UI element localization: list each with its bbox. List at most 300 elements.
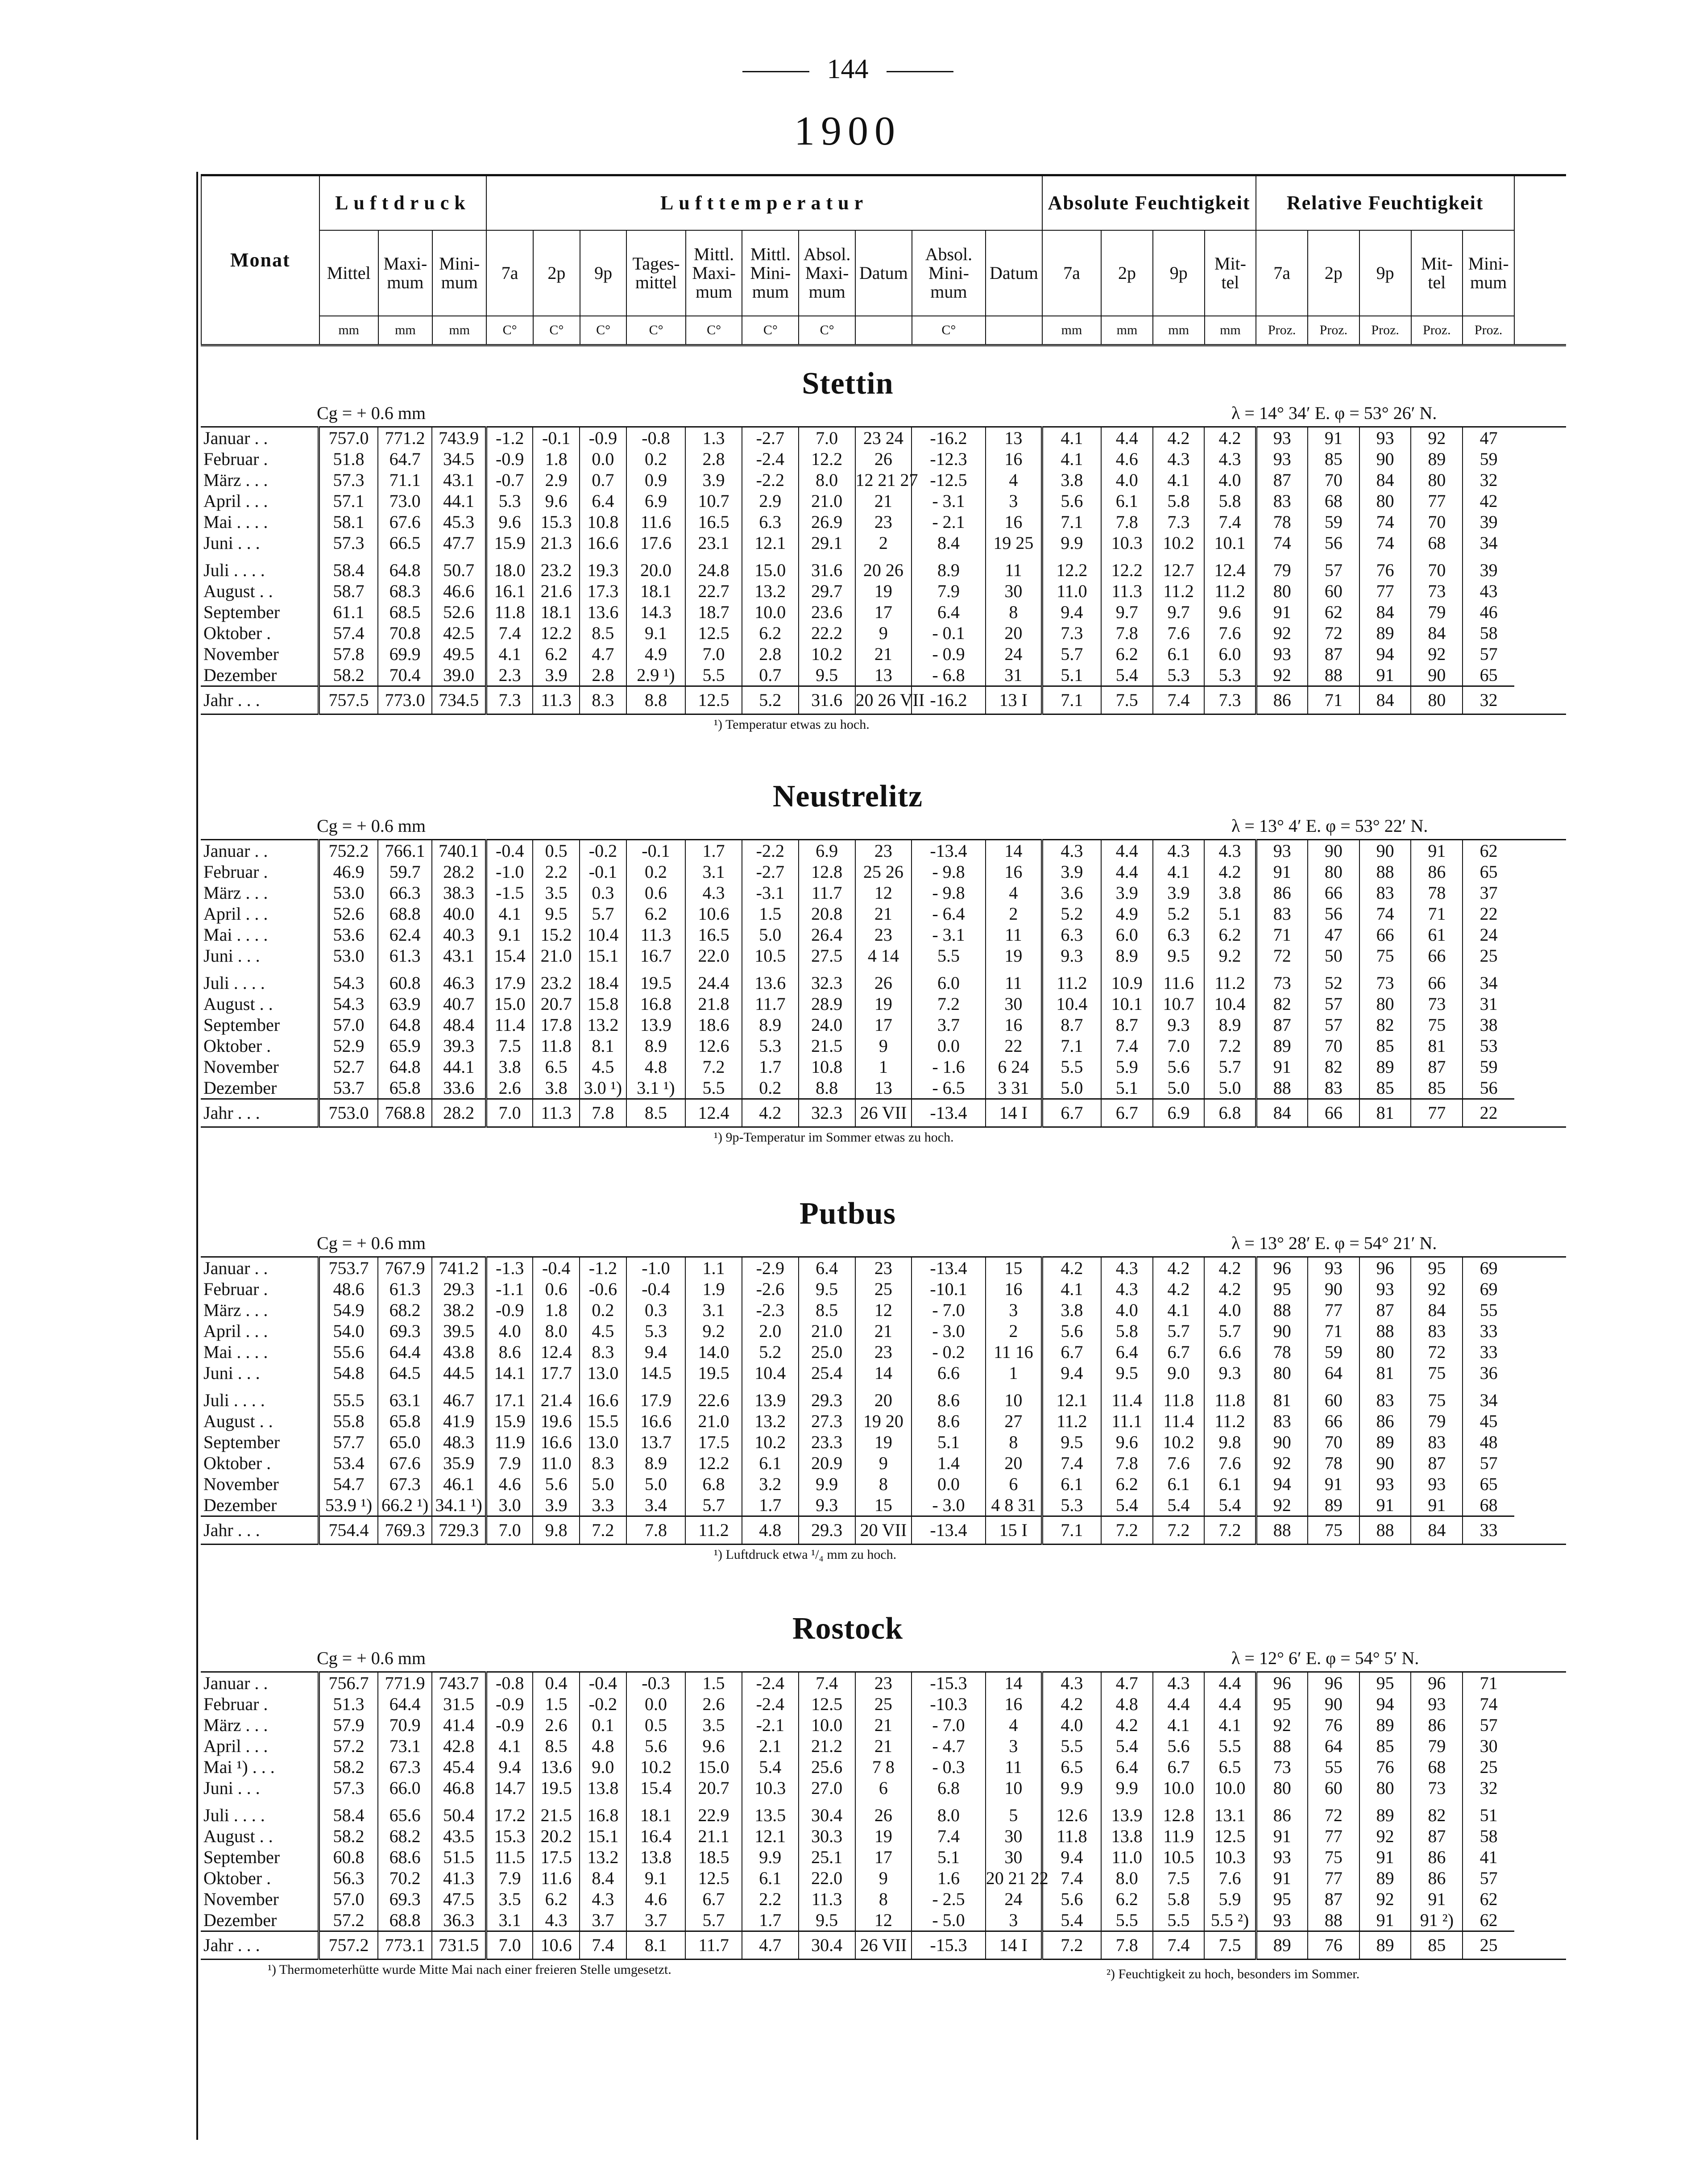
cell: 15.4 [626,1777,685,1798]
cell: 85 [1359,1736,1411,1756]
cell: 31.6 [799,553,855,581]
cell: 70 [1308,1432,1359,1453]
cell: 22.2 [799,623,855,644]
cell: 56 [1463,1077,1514,1099]
cell: 10.8 [580,511,626,532]
cell: 5.6 [1042,490,1101,511]
cell: - 7.0 [912,1300,985,1320]
cell: - 6.8 [912,664,985,686]
header-unit-1: mm [378,316,432,345]
cell: 6.4 [1101,1756,1153,1777]
header-col-10: Datum [855,230,912,316]
header-unit-10 [855,316,912,345]
cell: 752.2 [319,840,378,862]
cell: 3.4 [626,1495,685,1516]
cell: 88 [1256,1736,1308,1756]
cell: 9.5 [1153,945,1205,966]
cell: 25 [855,1694,912,1715]
cell: 40.7 [432,993,486,1014]
cell: 39.3 [432,1035,486,1056]
cell: 6.2 [533,644,580,664]
cell: 3.7 [580,1910,626,1931]
cell: 3.8 [533,1077,580,1099]
cell: 12.1 [1042,1383,1101,1411]
cell: 41.4 [432,1715,486,1736]
cell: 88 [1256,1077,1308,1099]
cell: 96 [1308,1672,1359,1694]
cell: 18.4 [580,966,626,993]
cell: 57.3 [319,532,378,553]
cell: 6.7 [1042,1099,1101,1127]
cell: 46.3 [432,966,486,993]
cell: 6.3 [742,511,799,532]
cell: 9.1 [626,623,685,644]
cell: 3.2 [742,1474,799,1495]
cell: 12.6 [1042,1798,1101,1826]
cell: 77 [1359,581,1411,602]
cell: 58.2 [319,1756,378,1777]
header-unit-7: C° [686,316,742,345]
cell: 85 [1411,1077,1463,1099]
cell: 2.1 [742,1736,799,1756]
cell: 13.8 [626,1847,685,1868]
cell: 9.3 [799,1495,855,1516]
header-unit-8: C° [742,316,799,345]
cell: 57.4 [319,623,378,644]
cell: 70.8 [378,623,432,644]
cell: 22 [986,1035,1042,1056]
cell: 57.2 [319,1736,378,1756]
cell: 25 [1463,1931,1514,1960]
cell: 80 [1359,1341,1411,1362]
cell: 86 [1256,1798,1308,1826]
cell: 6.7 [1153,1341,1205,1362]
month-label: August . . [203,1826,273,1846]
cell: 5.7 [1153,1320,1205,1341]
cell: 15.0 [486,993,533,1014]
cell: 4.6 [1101,448,1153,469]
cell: 11.3 [533,686,580,714]
cell: 71 [1308,1320,1359,1341]
cell: 15.2 [533,924,580,945]
cell: 8.4 [580,1868,626,1889]
cell: 93 [1256,1847,1308,1868]
cell: 85 [1359,1035,1411,1056]
cell: 91 [1359,1495,1411,1516]
cell: 9.0 [580,1756,626,1777]
cell: 4 14 [855,945,912,966]
cell: 26 VII [855,1099,912,1127]
cell: 4.3 [1204,448,1256,469]
cell: 6.0 [1204,644,1256,664]
cell: 83 [1359,882,1411,903]
cell: 48.3 [432,1432,486,1453]
cell: 13 [986,427,1042,449]
cell: 73 [1411,581,1463,602]
table-row [201,1383,1566,1411]
cell: 16.6 [533,1432,580,1453]
cell: 2.6 [486,1077,533,1099]
cell: 15.9 [486,532,533,553]
cell: 54.0 [319,1320,378,1341]
cell: 5.4 [1101,1736,1153,1756]
cell: 68.5 [378,602,432,623]
cell: 56 [1308,532,1359,553]
cell: -1.0 [486,861,533,882]
cell: 11.2 [1042,1411,1101,1432]
cell: 5.4 [1042,1910,1101,1931]
cell: 47.5 [432,1889,486,1910]
cell: 52.9 [319,1035,378,1056]
cell: 68 [1463,1495,1514,1516]
cell: 87 [1411,1453,1463,1474]
cell: 2.8 [742,644,799,664]
cell: 32.3 [799,966,855,993]
cell: 11.3 [626,924,685,945]
cell: 9.6 [486,511,533,532]
cell: 22.7 [685,581,742,602]
cell: 12.4 [685,1099,742,1127]
cell: 85 [1411,1931,1463,1960]
month-label: August . . [203,1411,273,1431]
cell: 87 [1256,1014,1308,1035]
cell: 10.6 [533,1931,580,1960]
cell: 11.0 [1042,581,1101,602]
cell: 15.0 [685,1756,742,1777]
station-coord-0: λ = 14° 34′ E. φ = 53° 26′ N. [1231,403,1437,423]
cell: 95 [1359,1672,1411,1694]
cell: 15.3 [533,511,580,532]
cell: 91 [1256,1868,1308,1889]
cell: 5.5 [912,945,985,966]
cell: 70.2 [378,1868,432,1889]
header-relative-feuchtigkeit: Relative Feuchtigkeit [1256,175,1514,231]
cell: 14.1 [486,1362,533,1383]
cell: 7.1 [1042,1035,1101,1056]
cell: 47 [1308,924,1359,945]
header-unit-12 [986,316,1042,345]
cell: 0.1 [580,1715,626,1736]
cell: 6.9 [626,490,685,511]
cell: 57 [1463,1453,1514,1474]
cell: 88 [1308,1910,1359,1931]
cell: 2.0 [742,1320,799,1341]
cell: 30 [986,1847,1042,1868]
month-label: Juni . . . [203,1778,260,1798]
cell: 11.0 [533,1453,580,1474]
month-label: Mai . . . . [203,925,268,945]
cell: 8.0 [533,1320,580,1341]
cell: 31.6 [799,686,855,714]
cell: 62.4 [378,924,432,945]
cell: 64.7 [378,448,432,469]
cell: 6.1 [1101,490,1153,511]
cell: - 6.4 [912,903,985,924]
cell: 4.3 [1042,840,1101,862]
cell: 7.5 [1204,1931,1256,1960]
cell: 63.1 [378,1383,432,1411]
cell: 36.3 [432,1910,486,1931]
table-row [201,882,1566,903]
cell: 7.4 [1153,1931,1205,1960]
cell: 53.0 [319,882,378,903]
cell: 5.1 [1101,1077,1153,1099]
cell: - 6.5 [912,1077,985,1099]
cell: 6 [986,1474,1042,1495]
cell: 76 [1308,1715,1359,1736]
cell: 16 [986,1279,1042,1300]
cell: 83 [1308,1077,1359,1099]
cell: 60.8 [319,1847,378,1868]
cell: 27 [986,1411,1042,1432]
cell: 83 [1411,1320,1463,1341]
cell: 18.7 [685,602,742,623]
cell: 5.2 [742,686,799,714]
cell: 13.9 [626,1014,685,1035]
cell: 64.4 [378,1694,432,1715]
month-label: Juni . . . [203,946,260,966]
cell: 26 [855,1798,912,1826]
cell: 766.1 [378,840,432,862]
cell: 81 [1411,1035,1463,1056]
cell: 741.2 [432,1257,486,1279]
cell: 73.0 [378,490,432,511]
cell: 45.4 [432,1756,486,1777]
cell: 6.4 [799,1257,855,1279]
cell: 29.3 [799,1383,855,1411]
cell: 66 [1308,882,1359,903]
cell: 1.6 [912,1868,985,1889]
cell: 73 [1411,993,1463,1014]
cell: 6.7 [1101,1099,1153,1127]
cell: 53.7 [319,1077,378,1099]
cell: 17.7 [533,1362,580,1383]
table-row [201,1077,1566,1099]
cell: 1.7 [742,1910,799,1931]
cell: 7.8 [1101,623,1153,644]
cell: 55.5 [319,1383,378,1411]
cell: 18.6 [685,1014,742,1035]
header-unit-21: Proz. [1463,316,1514,345]
cell: 83 [1359,1383,1411,1411]
header-col-18: 2p [1308,230,1359,316]
cell: 3 [986,1300,1042,1320]
cell: 11.2 [1204,966,1256,993]
cell: 23.3 [799,1432,855,1453]
table-row [201,553,1566,581]
cell: 5.0 [626,1474,685,1495]
cell: 57 [1308,553,1359,581]
cell: 81 [1256,1383,1308,1411]
cell: -15.3 [912,1931,985,1960]
station-cg-0: Cg = + 0.6 mm [317,403,426,423]
cell: 9.7 [1101,602,1153,623]
cell: 12.8 [799,861,855,882]
cell: 3.7 [626,1910,685,1931]
cell: -13.4 [912,1257,985,1279]
cell: 1.8 [533,448,580,469]
cell: 17.2 [486,1798,533,1826]
cell: 11 [986,1756,1042,1777]
cell: 4.3 [1042,1672,1101,1694]
table-row [201,1694,1566,1715]
table-row [201,1257,1566,1279]
cell: 15.0 [742,553,799,581]
cell: 4.1 [1153,469,1205,490]
cell: 4.6 [626,1889,685,1910]
header-col-11: Absol. Mini- mum [912,230,986,316]
cell: 59 [1308,511,1359,532]
cell: 84 [1359,602,1411,623]
cell: 66 [1308,1411,1359,1432]
cell: 4.2 [1204,1257,1256,1279]
cell: 11.5 [486,1847,533,1868]
cell: 0.3 [580,882,626,903]
table-row [201,1411,1566,1432]
month-label: September [203,1015,280,1035]
cell: 91 [1411,1495,1463,1516]
cell: 3.7 [912,1014,985,1035]
cell: 21.5 [533,1798,580,1826]
cell: 13.9 [742,1383,799,1411]
cell: 57.3 [319,1777,378,1798]
cell: -0.1 [626,840,685,862]
cell: - 0.2 [912,1341,985,1362]
cell: 15.1 [580,945,626,966]
cell: 4.4 [1153,1694,1205,1715]
cell: 11.3 [1101,581,1153,602]
cell: 4.4 [1101,861,1153,882]
cell: 40.3 [432,924,486,945]
cell: 54.8 [319,1362,378,1383]
cell: 6.0 [912,966,985,993]
cell: -0.6 [580,1279,626,1300]
cell: 57.7 [319,1432,378,1453]
cell: 7.4 [1101,1035,1153,1056]
cell: - 1.6 [912,1056,985,1077]
cell: 731.5 [432,1931,486,1960]
cell: 20 [986,623,1042,644]
cell: 17.9 [626,1383,685,1411]
table-row [201,1672,1566,1694]
header-unit-19: Proz. [1359,316,1411,345]
cell: 16.5 [685,511,742,532]
cell: 70 [1411,511,1463,532]
cell: 4.5 [580,1056,626,1077]
cell: 24.4 [685,966,742,993]
cell: 82 [1411,1798,1463,1826]
cell: 12.1 [742,532,799,553]
cell: 70 [1308,1035,1359,1056]
cell: 94 [1359,644,1411,664]
table-row [201,1341,1566,1362]
cell: 2 [986,1320,1042,1341]
cell: 83 [1411,1432,1463,1453]
cell: 7.8 [580,1099,626,1127]
cell: 81 [1359,1099,1411,1127]
cell: 58.1 [319,511,378,532]
cell: 9.5 [799,664,855,686]
cell: 11.6 [533,1868,580,1889]
cell: 7.6 [1153,623,1205,644]
cell: 8.9 [1101,945,1153,966]
cell: 89 [1359,1056,1411,1077]
cell: 8 [855,1889,912,1910]
cell: 6.2 [1101,644,1153,664]
cell: 84 [1411,1516,1463,1545]
cell: 33 [1463,1320,1514,1341]
cell: 17.6 [626,532,685,553]
cell: 13.2 [742,581,799,602]
cell: 4.3 [1153,1672,1205,1694]
cell: 4.5 [580,1320,626,1341]
cell: - 3.0 [912,1495,985,1516]
cell: 75 [1308,1516,1359,1545]
cell: 92 [1256,664,1308,686]
cell: 21.0 [799,490,855,511]
cell: 91 [1359,1910,1411,1931]
cell: 91 [1308,1474,1359,1495]
cell: 11.2 [1204,581,1256,602]
cell: 3.1 ¹) [626,1077,685,1099]
cell: -0.7 [486,469,533,490]
cell: 9.8 [533,1516,580,1545]
cell: - 0.3 [912,1756,985,1777]
cell: 71 [1308,686,1359,714]
cell: 24 [986,1889,1042,1910]
cell: 22.0 [799,1868,855,1889]
cell: 54.3 [319,966,378,993]
cell: 767.9 [378,1257,432,1279]
cell: 86 [1411,1715,1463,1736]
cell: 32 [1463,686,1514,714]
cell: 23.2 [533,553,580,581]
cell: 13.6 [580,602,626,623]
cell: 20.0 [626,553,685,581]
month-label: April . . . [203,1321,268,1341]
header-unit-9: C° [799,316,855,345]
table-row [201,1756,1566,1777]
month-label: November [203,1474,279,1494]
station-title-0: Stettin [802,366,894,401]
cell: 7.0 [486,1516,533,1545]
cell: 16.7 [626,945,685,966]
cell: -12.5 [912,469,985,490]
header-col-6: Tages- mittel [626,230,685,316]
cell: 30.4 [799,1798,855,1826]
cell: 53.4 [319,1453,378,1474]
cell: 16.1 [486,581,533,602]
cell: 4.4 [1101,840,1153,862]
cell: 41.9 [432,1411,486,1432]
cell: 12.2 [1101,553,1153,581]
cell: 68.2 [378,1826,432,1847]
cell: 70 [1308,469,1359,490]
month-label: April . . . [203,491,268,511]
footnote2-3: ²) Feuchtigkeit zu hoch, besonders im Sommer. [1106,1967,1360,1981]
cell: 12.2 [799,448,855,469]
cell: 4.1 [486,903,533,924]
cell: 30.3 [799,1826,855,1847]
cell: 2.8 [685,448,742,469]
cell: 60.8 [378,966,432,993]
cell: 9.9 [1042,532,1101,553]
cell: 84 [1411,623,1463,644]
month-label: November [203,1889,279,1909]
cell: 1.4 [912,1453,985,1474]
header-col-17: 7a [1256,230,1308,316]
cell: 19 20 [855,1411,912,1432]
